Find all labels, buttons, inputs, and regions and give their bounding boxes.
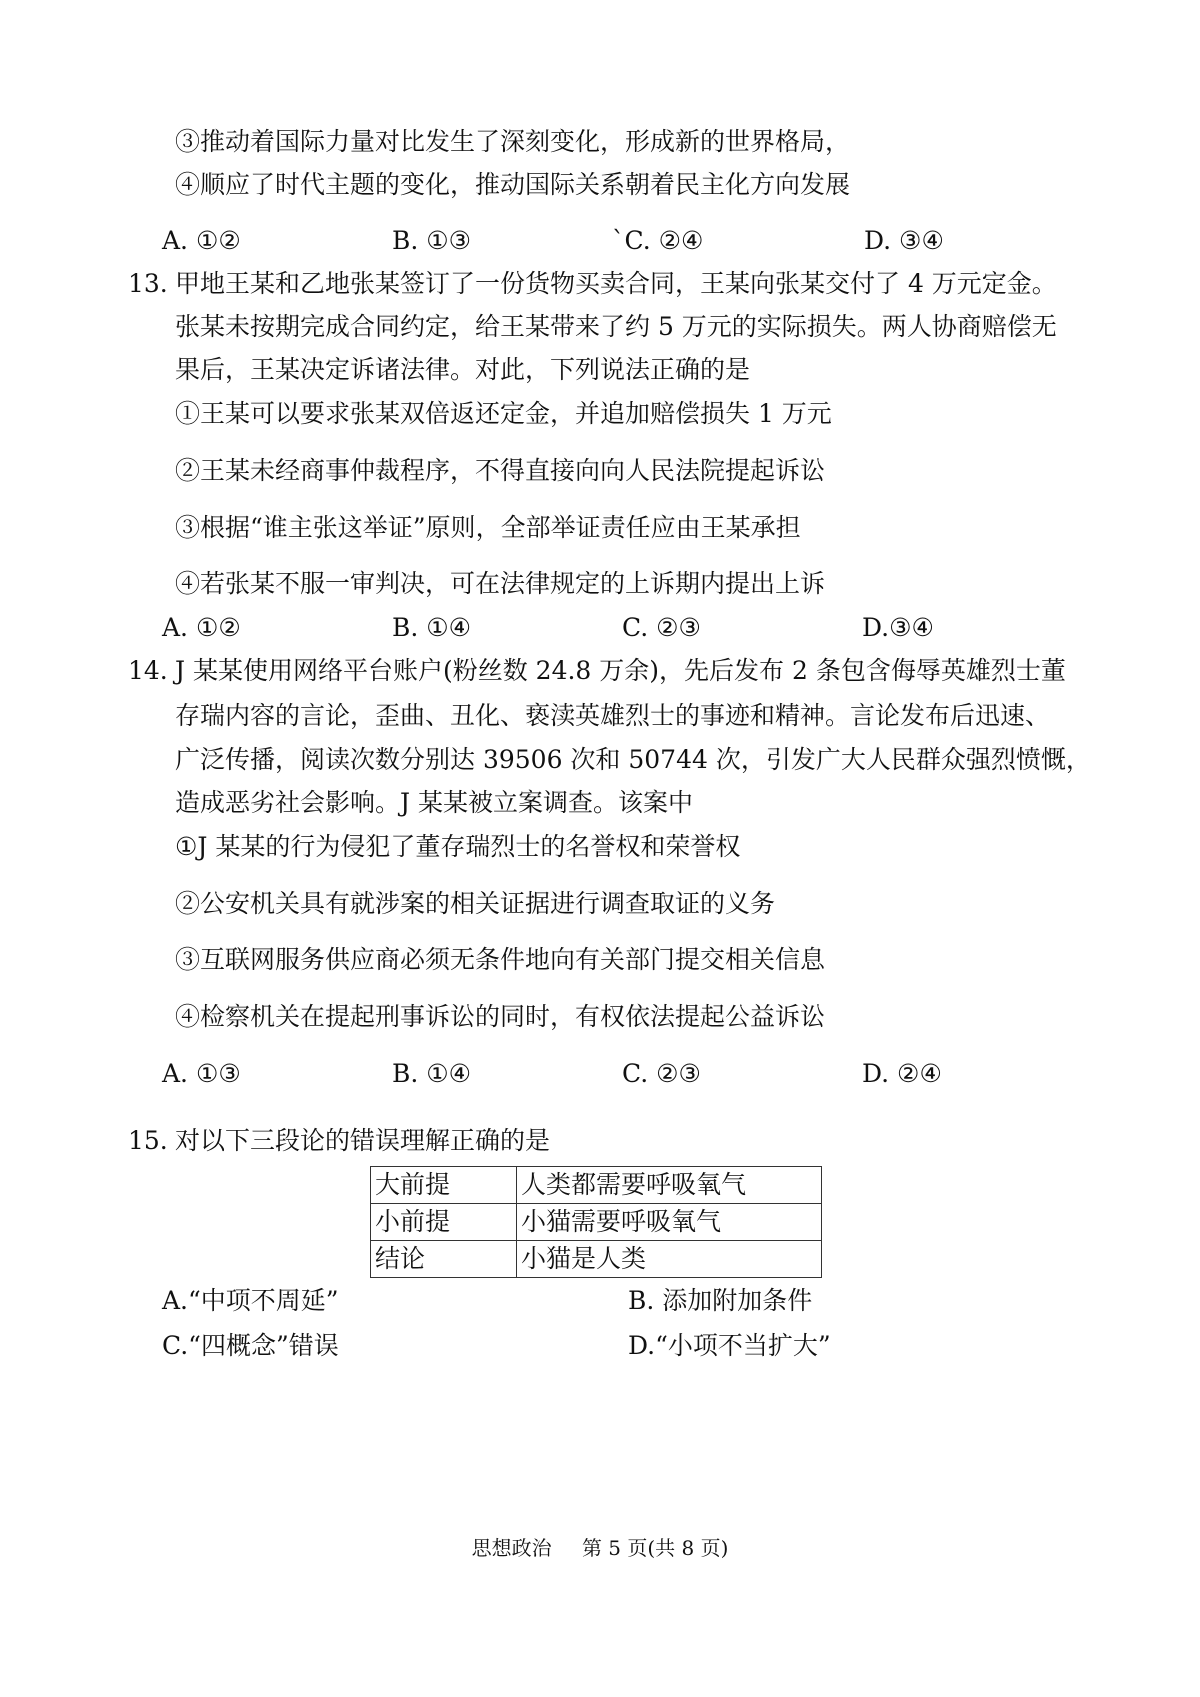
q15-option-d: D.“小项不当扩大”	[628, 1331, 831, 1360]
q12-statement-3: ③推动着国际力量对比发生了深刻变化，形成新的世界格局，	[175, 127, 851, 156]
minor-premise-value: 小猫需要呼吸氧气	[517, 1204, 822, 1241]
q14-option-a: A. ①③	[162, 1059, 241, 1088]
q13-option-c: C. ②③	[622, 613, 701, 642]
q12-option-a: A. ①②	[162, 226, 241, 255]
table-row	[371, 1167, 822, 1204]
footer-subject: 思想政治	[471, 1536, 552, 1560]
q13-stem-line-1: 甲地王某和乙地张某签订了一份货物买卖合同，王某向张某交付了 4 万元定金。	[175, 269, 1057, 298]
q14-number: 14.	[128, 656, 168, 685]
q13-statement-2: ②王某未经商事仲裁程序，不得直接向向人民法院提起诉讼	[175, 456, 826, 485]
conclusion-label: 结论	[371, 1241, 517, 1278]
q12-option-d: D. ③④	[864, 226, 944, 255]
q13-option-a: A. ①②	[162, 613, 241, 642]
q15-stem: 对以下三段论的错误理解正确的是	[175, 1126, 551, 1155]
table-row	[371, 1204, 822, 1241]
q14-stem-line-4: 造成恶劣社会影响。J 某某被立案调查。该案中	[175, 788, 693, 817]
q14-stem-line-1: J 某某使用网络平台账户(粉丝数 24.8 万余)，先后发布 2 条包含侮辱英雄烈士董	[175, 656, 1066, 685]
major-premise-label: 大前提	[371, 1167, 517, 1204]
q13-number: 13.	[128, 269, 168, 298]
q14-stem-line-2: 存瑞内容的言论，歪曲、丑化、亵渎英雄烈士的事迹和精神。言论发布后迅速、	[175, 701, 1051, 730]
q13-statement-4: ④若张某不服一审判决，可在法律规定的上诉期内提出上诉	[175, 569, 826, 598]
minor-premise-label: 小前提	[371, 1204, 517, 1241]
page-footer	[0, 1532, 1200, 1561]
q13-statement-1: ①王某可以要求张某双倍返还定金，并追加赔偿损失 1 万元	[175, 399, 832, 428]
q14-option-d: D. ②④	[862, 1059, 942, 1088]
q15-option-b: B. 添加附加条件	[628, 1286, 813, 1315]
q12-statement-4: ④顺应了时代主题的变化，推动国际关系朝着民主化方向发展	[175, 170, 851, 199]
q13-statement-3: ③根据“谁主张这举证”原则，全部举证责任应由王某承担	[175, 513, 801, 542]
q14-statement-4: ④检察机关在提起刑事诉讼的同时，有权依法提起公益诉讼	[175, 1002, 826, 1031]
table-row	[371, 1241, 822, 1278]
q14-statement-1: ①J 某某的行为侵犯了董存瑞烈士的名誉权和荣誉权	[175, 832, 741, 861]
q14-statement-2: ②公安机关具有就涉案的相关证据进行调查取证的义务	[175, 889, 776, 918]
q15-number: 15.	[128, 1126, 168, 1155]
q12-option-b: B. ①③	[392, 226, 472, 255]
q14-statement-3: ③互联网服务供应商必须无条件地向有关部门提交相关信息	[175, 945, 826, 974]
footer-page-number: 第 5 页(共 8 页)	[581, 1536, 729, 1560]
q13-option-d: D.③④	[862, 613, 934, 642]
q14-stem-line-3: 广泛传播，阅读次数分别达 39506 次和 50744 次，引发广大人民群众强烈愤慨，	[175, 745, 1091, 774]
q13-option-b: B. ①④	[392, 613, 472, 642]
q14-option-c: C. ②③	[622, 1059, 701, 1088]
q12-option-c: `C. ②④	[612, 226, 704, 255]
q15-option-a: A.“中项不周延”	[162, 1286, 339, 1315]
major-premise-value: 人类都需要呼吸氧气	[517, 1167, 822, 1204]
q13-stem-line-2: 张某未按期完成合同约定，给王某带来了约 5 万元的实际损失。两人协商赔偿无	[175, 312, 1057, 341]
syllogism-table	[370, 1166, 822, 1278]
q15-option-c: C.“四概念”错误	[162, 1331, 339, 1360]
q14-option-b: B. ①④	[392, 1059, 472, 1088]
q13-stem-line-3: 果后，王某决定诉诸法律。对此，下列说法正确的是	[175, 355, 751, 384]
conclusion-value: 小猫是人类	[517, 1241, 822, 1278]
